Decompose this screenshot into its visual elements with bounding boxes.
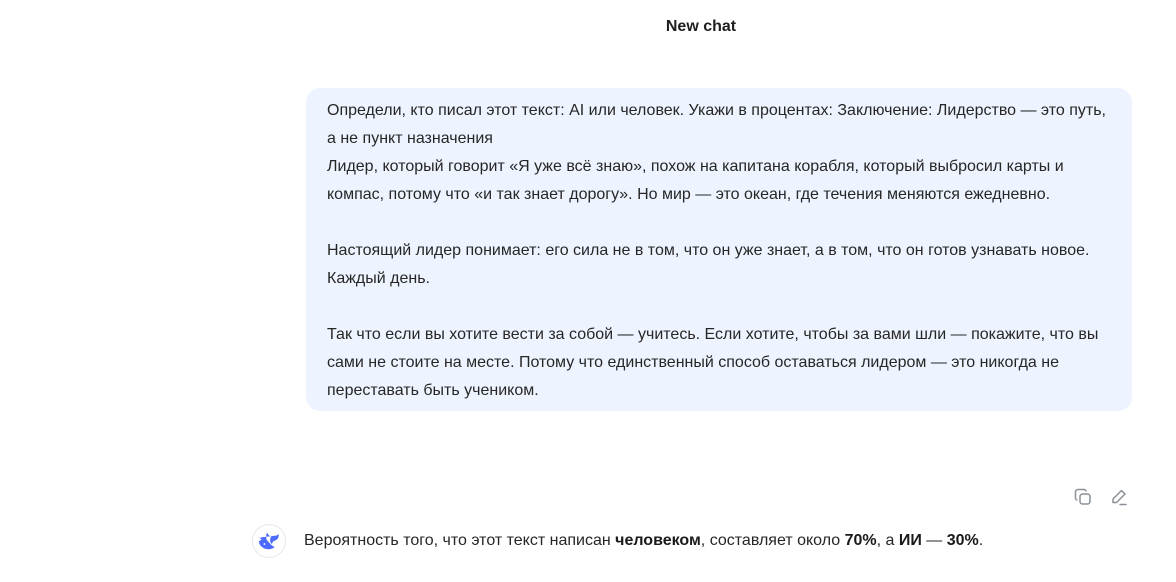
message-actions	[1072, 486, 1130, 508]
user-message-bubble	[306, 88, 1132, 411]
assistant-avatar	[252, 524, 286, 558]
assistant-message	[252, 524, 983, 558]
assistant-text-bold: человеком	[615, 532, 701, 549]
assistant-message-text	[304, 529, 983, 553]
edit-button[interactable]	[1108, 486, 1130, 508]
user-message-paragraph-2: Настоящий лидер понимает: его сила не в том, что он уже знает, а в том, что он готов узнавать новое. Каждый день.	[327, 242, 1094, 287]
assistant-text-part: , а	[876, 532, 899, 549]
assistant-text-bold: 70%	[844, 532, 877, 549]
copy-button[interactable]	[1072, 486, 1094, 508]
assistant-text-part: , составляет около	[700, 532, 845, 549]
assistant-text-part: Вероятность того, что этот текст написан	[304, 532, 616, 549]
whale-logo-icon	[258, 532, 280, 550]
user-message-paragraph-3: Так что если вы хотите вести за собой — учитесь. Если хотите, чтобы за вами шли — покажите, что вы сами не стоите на месте. Потому что единственный способ оставаться лидером — это никогда не переставать быть учеником.	[327, 326, 1103, 399]
assistant-text-bold: 30%	[946, 532, 979, 549]
copy-icon	[1073, 487, 1093, 507]
user-message-paragraph-1: Определи, кто писал этот текст: AI или человек. Укажи в процентах: Заключение: Лидерство — это путь, а не пункт назначения Лидер, который говорит «Я уже всё знаю», похож на капитана корабля, который выбросил карты и компас, потому что «и так знает дорогу». Но мир — это океан, где течения меняются ежедневно.	[327, 102, 1106, 203]
assistant-text-part: —	[921, 532, 947, 549]
page-title: New chat	[665, 18, 737, 35]
assistant-text-part: .	[978, 532, 984, 549]
assistant-text-bold: ИИ	[898, 532, 922, 549]
edit-icon	[1109, 487, 1129, 507]
